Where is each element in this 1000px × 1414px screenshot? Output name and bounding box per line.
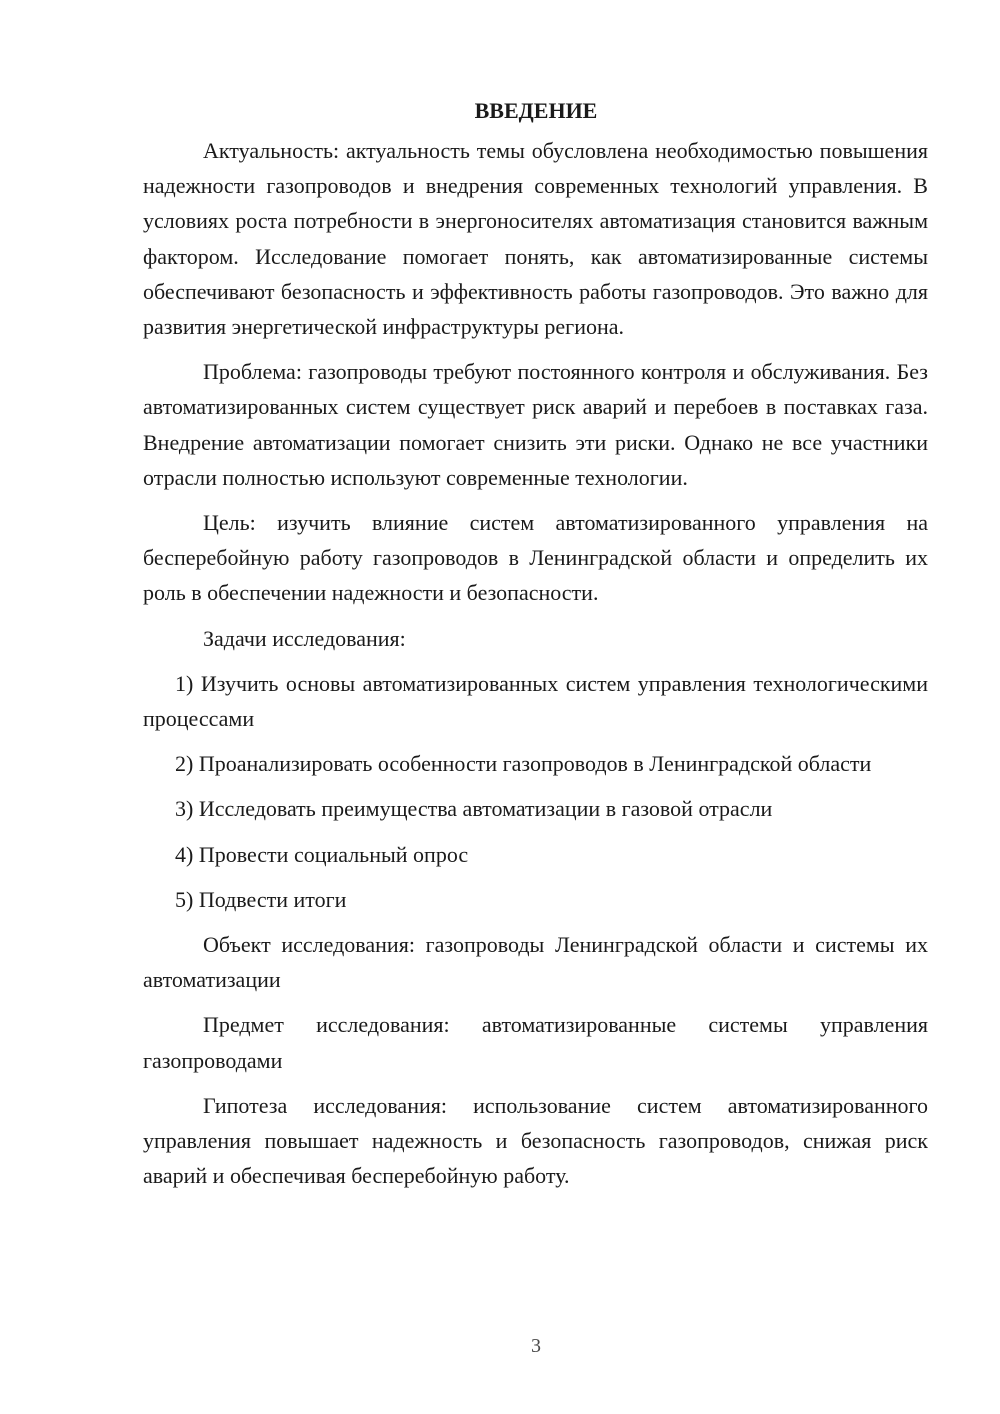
section-title: ВВЕДЕНИЕ — [474, 98, 598, 123]
list-item: 2) Проанализировать особенности газопроводов в Ленинградской области — [175, 751, 872, 777]
paragraph-subject: Предмет исследования: автоматизированные системы управления газопроводами — [143, 1012, 928, 1073]
paragraph-relevance: Актуальность: актуальность темы обусловлена необходимостью повышения надежности газопроводов и внедрения современных технологий управления. В условиях роста потребности в энергоносителях автоматизация становится важным фактором. Исследование помогает понять, как автоматизированные системы обеспечивают безопасность и эффективность работы газопроводов. Это важно для развития энергетической инфраструктуры региона. — [143, 138, 928, 340]
paragraph-object: Объект исследования: газопроводы Ленинградской области и системы их автоматизации — [143, 932, 928, 993]
page-content — [143, 96, 928, 1193]
page-number: 3 — [531, 1335, 541, 1357]
paragraph-problem: Проблема: газопроводы требуют постоянного контроля и обслуживания. Без автоматизированных систем существует риск аварий и перебоев в поставках газа. Внедрение автоматизации помогает снизить эти риски. Однако не все участники отрасли полностью используют современные технологии. — [143, 359, 928, 490]
list-item: 4) Провести социальный опрос — [175, 841, 469, 867]
paragraph-goal: Цель: изучить влияние систем автоматизированного управления на бесперебойную работу газопроводов в Ленинградской области и определить их роль в обеспечении надежности и безопасности. — [143, 510, 928, 606]
paragraph-hypothesis: Гипотеза исследования: использование систем автоматизированного управления повышает надежность и безопасность газопроводов, снижая риск аварий и обеспечивая бесперебойную работу. — [143, 1092, 928, 1189]
list-item: 3) Исследовать преимущества автоматизации в газовой отрасли — [175, 796, 773, 822]
list-item: 5) Подвести итоги — [175, 886, 347, 912]
list-item: 1) Изучить основы автоматизированных систем управления технологическими процессами — [143, 670, 928, 732]
tasks-heading: Задачи исследования: — [203, 625, 406, 651]
